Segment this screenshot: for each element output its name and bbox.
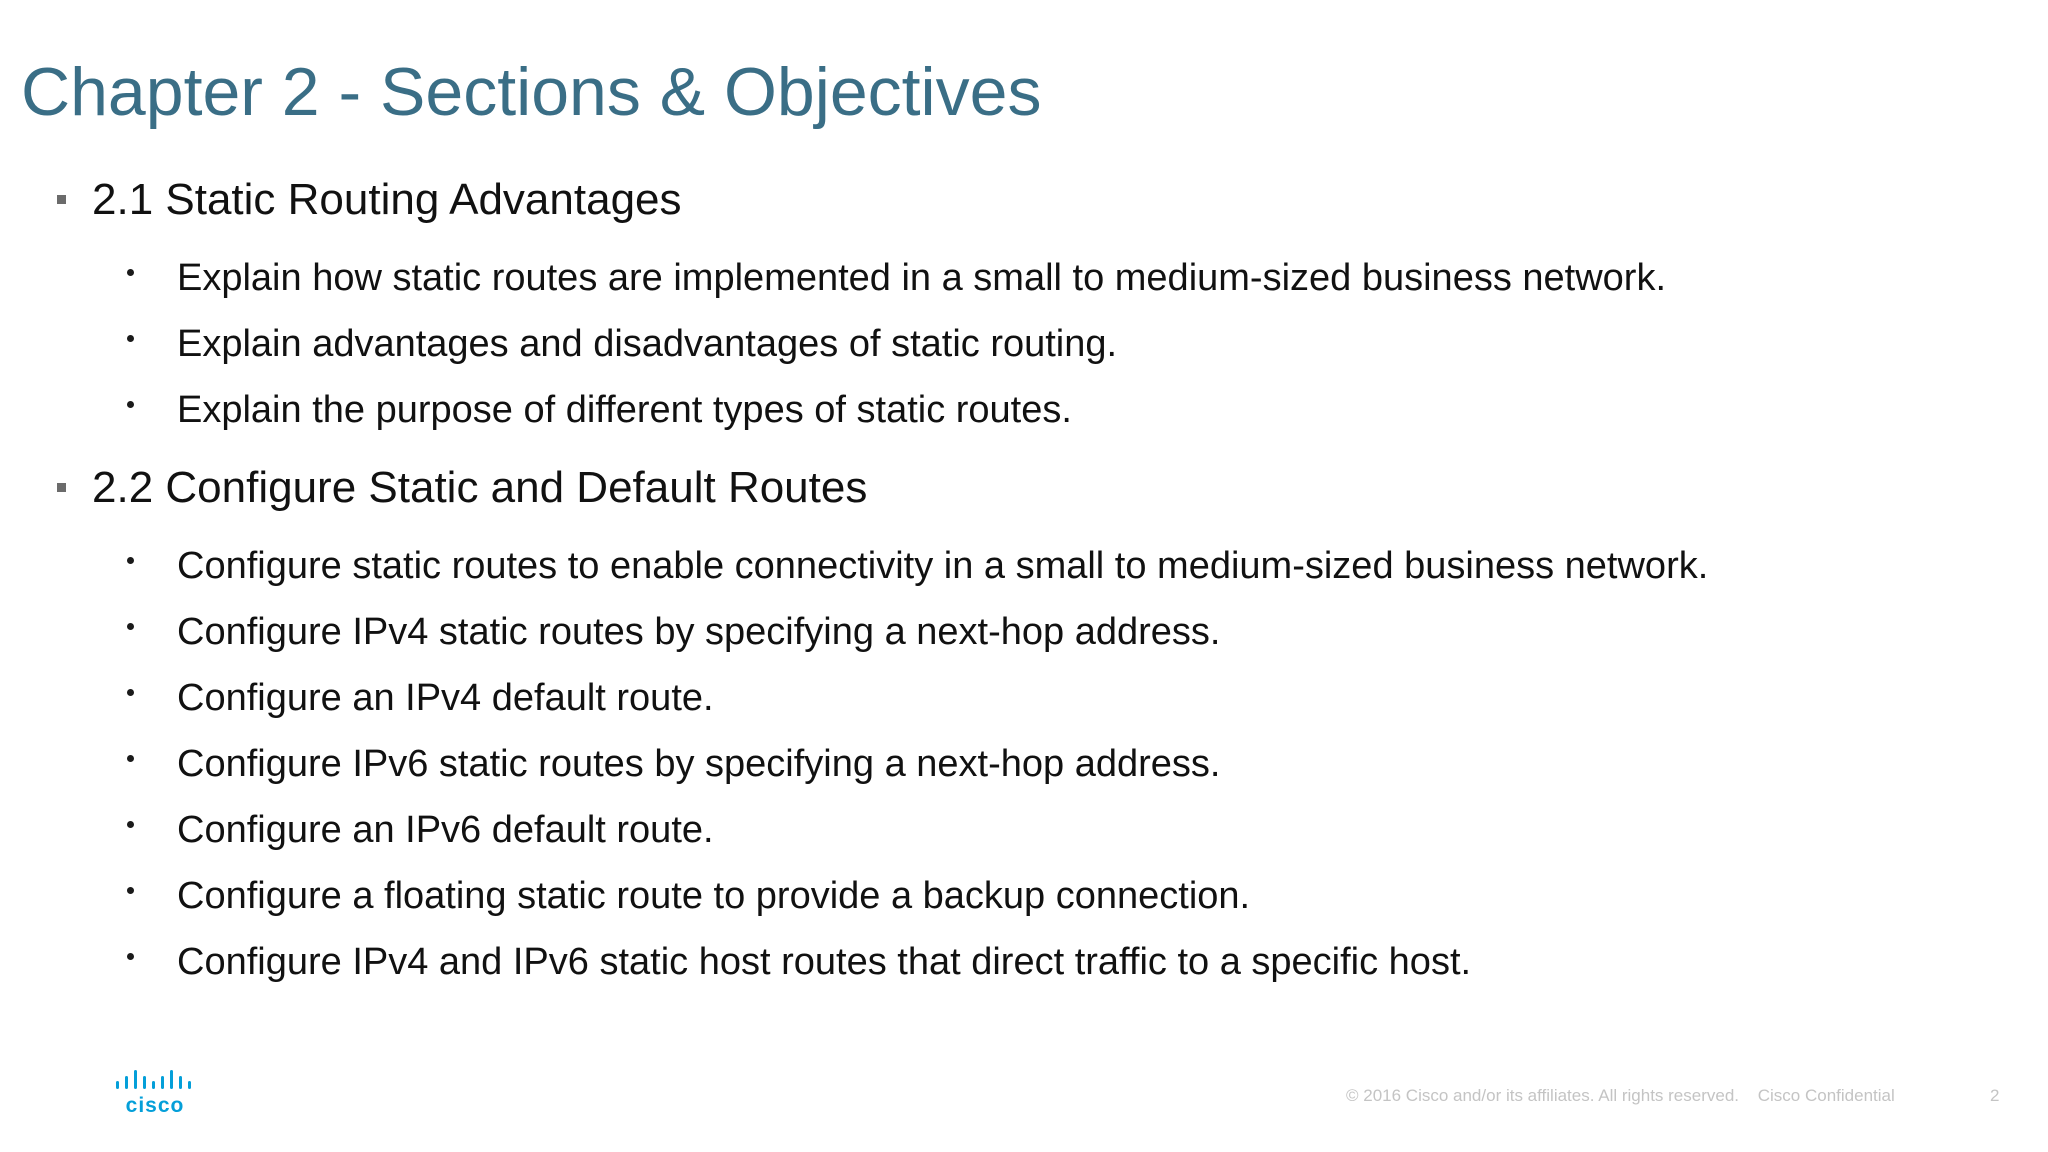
cisco-logo-text: cisco: [125, 1094, 185, 1116]
objective-text: Configure IPv4 static routes by specifying a next-hop address.: [177, 611, 1221, 653]
bullet-dot-icon: [127, 269, 134, 276]
objective-text: Configure an IPv4 default route.: [177, 677, 714, 719]
bullet-dot-icon: [127, 887, 134, 894]
bullet-dot-icon: [127, 335, 134, 342]
square-bullet-icon: [57, 483, 66, 492]
objective-text: Configure static routes to enable connectivity in a small to medium-sized business network.: [177, 545, 1709, 587]
objective-text: Explain how static routes are implemented in a small to medium-sized business network.: [177, 257, 1666, 299]
bullet-dot-icon: [127, 689, 134, 696]
bullet-dot-icon: [127, 557, 134, 564]
slide-title: Chapter 2 - Sections & Objectives: [21, 54, 1042, 130]
confidential-text: Cisco Confidential: [1757, 1086, 1895, 1105]
page-number: 2: [1990, 1086, 2000, 1105]
footer: [1346, 1086, 1909, 1106]
objective-text: Explain the purpose of different types of static routes.: [177, 389, 1072, 431]
bullet-dot-icon: [127, 755, 134, 762]
objective-text: Configure IPv6 static routes by specifying a next-hop address.: [177, 743, 1221, 785]
objective-text: Configure a floating static route to provide a backup connection.: [177, 875, 1251, 917]
section-heading-text: 2.2 Configure Static and Default Routes: [92, 463, 868, 512]
objective-text: Explain advantages and disadvantages of static routing.: [177, 323, 1118, 365]
square-bullet-icon: [57, 195, 66, 204]
cisco-logo-icon: [113, 1068, 197, 1116]
objective-text: Configure IPv4 and IPv6 static host routes that direct traffic to a specific host.: [177, 941, 1472, 983]
bullet-dot-icon: [127, 623, 134, 630]
section-heading-text: 2.1 Static Routing Advantages: [92, 175, 682, 224]
bullet-dot-icon: [127, 821, 134, 828]
bullet-dot-icon: [127, 953, 134, 960]
objective-text: Configure an IPv6 default route.: [177, 809, 714, 851]
bullet-dot-icon: [127, 401, 134, 408]
cisco-logo: [113, 1068, 197, 1116]
copyright-text: © 2016 Cisco and/or its affiliates. All rights reserved.: [1346, 1086, 1740, 1105]
